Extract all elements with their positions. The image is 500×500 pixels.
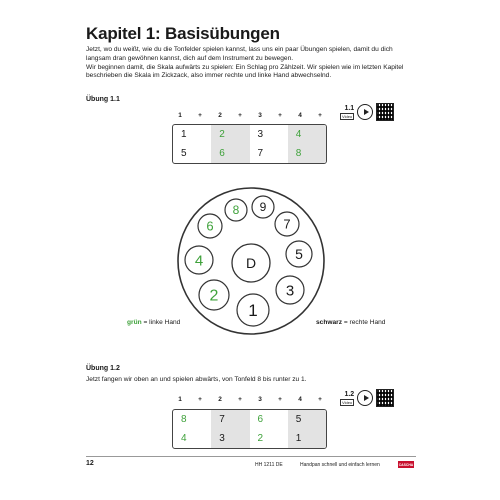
note-cell: 2 bbox=[257, 433, 264, 444]
footer-code: HH 1211 DE bbox=[255, 462, 283, 468]
count: 4 bbox=[298, 396, 302, 403]
exercise-2-counts bbox=[170, 396, 330, 403]
video-link-2[interactable] bbox=[340, 389, 394, 407]
note-cell: 3 bbox=[211, 429, 249, 448]
count: 1 bbox=[178, 112, 182, 119]
tone-field-label: 8 bbox=[232, 203, 240, 218]
qr-code-icon bbox=[376, 389, 394, 407]
exercise-2-description: Jetzt fangen wir oben an und spielen abwärts, von Tonfeld 8 bis runter zu 1. bbox=[86, 376, 307, 383]
video-label: Video bbox=[342, 399, 353, 405]
note-cell: 6 bbox=[211, 144, 249, 163]
exercise-2-grid bbox=[172, 409, 327, 449]
tone-field-label: 2 bbox=[209, 287, 219, 305]
note-cell: 1 bbox=[288, 429, 326, 448]
page-number: 12 bbox=[86, 460, 94, 467]
note-cell: 6 bbox=[257, 414, 264, 425]
tone-field-label: 4 bbox=[194, 252, 204, 270]
count: + bbox=[198, 396, 202, 403]
qr-code-icon bbox=[376, 103, 394, 121]
note-cell: 7 bbox=[257, 148, 264, 159]
legend-left-hand bbox=[127, 319, 180, 326]
note-cell: 4 bbox=[288, 125, 326, 144]
exercise-2-title: Übung 1.2 bbox=[86, 365, 120, 372]
tone-field-label: 5 bbox=[295, 245, 303, 262]
note-cell: 8 bbox=[181, 414, 187, 425]
count: 2 bbox=[218, 112, 222, 119]
video-label: Video bbox=[342, 113, 353, 119]
video-number: 1.1 bbox=[344, 104, 355, 112]
page-title: Kapitel 1: Basisübungen bbox=[86, 24, 280, 43]
intro-paragraph-1: Jetzt, wo du weißt, wie du die Tonfelder spielen kannst, lass uns ein paar Übungen spielen, damit du dich langsam dran gewöhnen kannst, dich auf dem Instrument zu bewegen. bbox=[86, 46, 393, 62]
legend-black-text: = rechte Hand bbox=[342, 319, 386, 326]
play-icon[interactable] bbox=[357, 104, 373, 120]
play-icon[interactable] bbox=[357, 390, 373, 406]
count: + bbox=[278, 396, 282, 403]
video-number: 1.2 bbox=[344, 390, 355, 398]
note-cell: 3 bbox=[257, 129, 264, 140]
count: + bbox=[278, 112, 282, 119]
count: + bbox=[238, 396, 242, 403]
intro-text bbox=[86, 46, 416, 81]
legend-black-word: schwarz bbox=[316, 319, 343, 326]
count: + bbox=[318, 112, 322, 119]
note-cell: 7 bbox=[211, 410, 249, 429]
count: 2 bbox=[218, 396, 222, 403]
legend-green-text: = linke Hand bbox=[141, 319, 181, 326]
count: + bbox=[318, 396, 322, 403]
note-cell: 5 bbox=[288, 410, 326, 429]
note-cell: 1 bbox=[181, 129, 187, 140]
count: 3 bbox=[258, 112, 262, 119]
tone-field-label: 9 bbox=[259, 200, 267, 215]
tone-field-label: 6 bbox=[206, 218, 214, 234]
legend-right-hand bbox=[316, 319, 385, 326]
intro-paragraph-2: Wir beginnen damit, die Skala aufwärts zu spielen: Ein Schlag pro Zählzeit. Wir spielen wie im letzten Kapitel beschrieben die Skala im Zickzack, also immer rechte und linke Hand abwechselnd. bbox=[86, 63, 404, 80]
tone-field-label: 1 bbox=[248, 301, 258, 321]
exercise-1-grid bbox=[172, 124, 327, 164]
exercise-1-counts bbox=[170, 112, 330, 119]
ding-label: D bbox=[245, 255, 257, 271]
count: 3 bbox=[258, 396, 262, 403]
note-cell: 4 bbox=[181, 433, 187, 444]
footer-book-title: Handpan schnell und einfach lernen bbox=[300, 462, 380, 468]
count: + bbox=[198, 112, 202, 119]
footer-rule bbox=[86, 456, 416, 457]
publisher-logo: CASCHA bbox=[398, 462, 414, 467]
count: + bbox=[238, 112, 242, 119]
note-cell: 5 bbox=[181, 148, 187, 159]
count: 1 bbox=[178, 396, 182, 403]
note-cell: 2 bbox=[211, 125, 249, 144]
count: 4 bbox=[298, 112, 302, 119]
handpan-diagram bbox=[176, 186, 326, 336]
legend-green-word: grün bbox=[127, 319, 142, 326]
note-cell: 8 bbox=[288, 144, 326, 163]
exercise-1-title: Übung 1.1 bbox=[86, 96, 120, 103]
tone-field-label: 7 bbox=[283, 216, 291, 232]
tone-field-label: 3 bbox=[285, 282, 295, 300]
video-link-1[interactable] bbox=[340, 103, 394, 121]
